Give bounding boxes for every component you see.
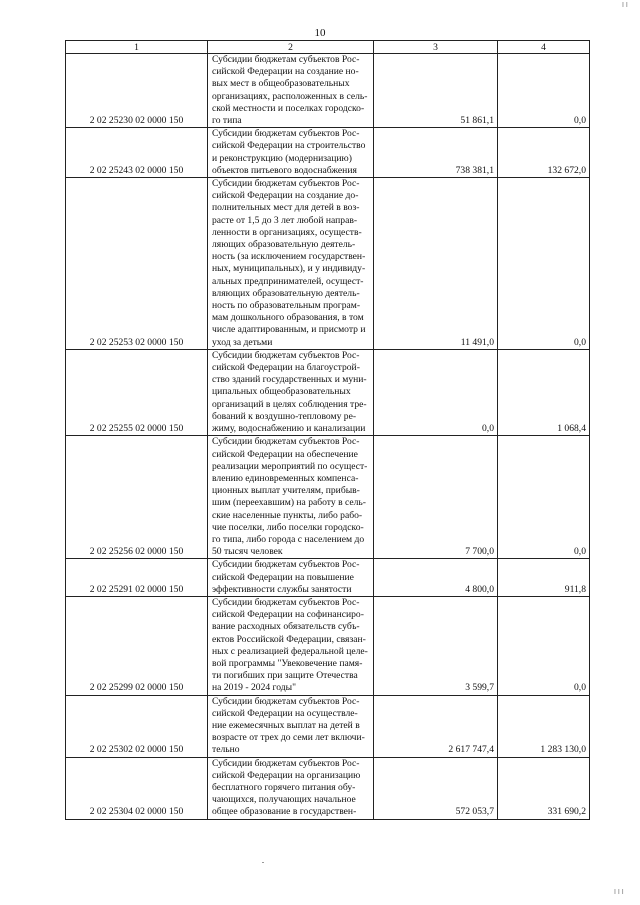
- description-line: Субсидии бюджетам субъектов Рос-: [212, 596, 360, 608]
- page-number: 10: [314, 27, 326, 39]
- description-line: мам дошкольного образования, в том: [212, 312, 364, 324]
- budget-code: 2 02 25255 02 0000 150: [66, 349, 208, 435]
- description-line: ность по образовательным програм-: [212, 300, 361, 312]
- description-line: Субсидии бюджетам субъектов Рос-: [212, 757, 360, 769]
- description-line: сийской Федерации на создание но-: [212, 66, 359, 78]
- scan-dot: [262, 862, 264, 863]
- corner-mark-top: I I: [622, 2, 628, 9]
- amount-col-3: 51 861,1: [374, 54, 498, 128]
- description-line: объектов питьевого водоснабжения: [212, 164, 357, 176]
- description-line: ские населенные пункты, либо рабо-: [212, 509, 363, 521]
- budget-code: 2 02 25230 02 0000 150: [66, 54, 208, 128]
- amount-col-3: 738 381,1: [374, 128, 498, 178]
- budget-code: 2 02 25243 02 0000 150: [66, 128, 208, 178]
- description-line: эффективности службы занятости: [212, 583, 352, 595]
- description-line: возрасте от трех до семи лет включи-: [212, 732, 365, 744]
- amount-col-4: 1 283 130,0: [498, 695, 590, 757]
- description-line: Субсидии бюджетам субъектов Рос-: [212, 436, 360, 448]
- header-col-4: 4: [498, 41, 590, 54]
- amount-col-4: 0,0: [498, 178, 590, 350]
- subsidy-description: [208, 128, 374, 178]
- amount-col-4: 911,8: [498, 559, 590, 597]
- description-line: ти погибших при защите Отечества: [212, 670, 358, 682]
- corner-mark-bottom: I I I: [614, 889, 624, 896]
- amount-col-4: 0,0: [498, 596, 590, 695]
- description-line: организаций в целях соблюдения тре-: [212, 398, 367, 410]
- description-line: ляющих образовательную деятель-: [212, 239, 356, 251]
- subsidy-description: [208, 559, 374, 597]
- description-line: вание расходных обязательств субъ-: [212, 621, 360, 633]
- description-line: 50 тысяч человек: [212, 546, 283, 558]
- amount-col-4: 0,0: [498, 54, 590, 128]
- description-line: сийской Федерации на обеспечение: [212, 448, 358, 460]
- description-line: расте от 1,5 до 3 лет любой направ-: [212, 214, 358, 226]
- budget-code: 2 02 25256 02 0000 150: [66, 436, 208, 559]
- description-line: Субсидии бюджетам субъектов Рос-: [212, 54, 360, 65]
- description-line: вых мест в общеобразовательных: [212, 78, 350, 90]
- amount-col-3: 572 053,7: [374, 757, 498, 819]
- description-line: сийской Федерации на создание до-: [212, 190, 359, 202]
- description-line: го типа, либо города с населением до: [212, 533, 365, 545]
- description-line: ние ежемесячных выплат на детей в: [212, 719, 360, 731]
- table-row: [66, 54, 590, 128]
- table-row: [66, 178, 590, 350]
- description-line: Субсидии бюджетам субъектов Рос-: [212, 178, 360, 190]
- description-line: шим (переехавшим) на работу в сель-: [212, 497, 366, 509]
- budget-code: 2 02 25291 02 0000 150: [66, 559, 208, 597]
- description-line: вой программы "Увековечение памя-: [212, 657, 363, 669]
- description-line: сийской Федерации на повышение: [212, 571, 354, 583]
- budget-code: 2 02 25253 02 0000 150: [66, 178, 208, 350]
- description-line: Субсидии бюджетам субъектов Рос-: [212, 349, 360, 361]
- description-line: Субсидии бюджетам субъектов Рос-: [212, 128, 360, 140]
- subsidy-description: [208, 596, 374, 695]
- description-line: ектов Российской Федерации, связан-: [212, 633, 366, 645]
- description-line: сийской Федерации на организацию: [212, 769, 361, 781]
- description-line: сийской Федерации на строительство: [212, 140, 366, 152]
- description-line: ской местности и поселках городско-: [212, 102, 365, 114]
- amount-col-3: 2 617 747,4: [374, 695, 498, 757]
- subsidy-description: [208, 178, 374, 350]
- description-line: бований к воздушно-тепловому ре-: [212, 410, 357, 422]
- table-row: [66, 128, 590, 178]
- description-line: на 2019 - 2024 годы": [212, 682, 297, 694]
- table-row: [66, 695, 590, 757]
- amount-col-3: 3 599,7: [374, 596, 498, 695]
- table-body: [66, 54, 590, 820]
- subsidy-description: [208, 436, 374, 559]
- subsidy-description: [208, 757, 374, 819]
- table-header: [66, 41, 590, 54]
- budget-code: 2 02 25299 02 0000 150: [66, 596, 208, 695]
- header-col-1: 1: [66, 41, 208, 54]
- description-line: Субсидии бюджетам субъектов Рос-: [212, 695, 360, 707]
- description-line: общее образование в государствен-: [212, 806, 357, 818]
- subsidy-description: [208, 695, 374, 757]
- description-line: организациях, расположенных в сель-: [212, 90, 368, 102]
- description-line: сийской Федерации на софинансиро-: [212, 609, 364, 621]
- description-line: бесплатного горячего питания обу-: [212, 781, 356, 793]
- description-line: реализации мероприятий по осущест-: [212, 460, 368, 472]
- header-col-2: 2: [208, 41, 374, 54]
- amount-col-3: 7 700,0: [374, 436, 498, 559]
- description-line: вляющих образовательную деятель-: [212, 287, 360, 299]
- description-line: ных с реализацией федеральной целе-: [212, 645, 368, 657]
- subsidy-description: [208, 54, 374, 128]
- amount-col-3: 4 800,0: [374, 559, 498, 597]
- description-line: жиму, водоснабжению и канализации: [212, 423, 366, 435]
- description-line: числе адаптированным, и присмотр и: [212, 324, 366, 336]
- table-row: [66, 559, 590, 597]
- description-line: чающихся, получающих начальное: [212, 794, 356, 806]
- description-line: ство зданий государственных и муни-: [212, 374, 367, 386]
- description-line: го типа: [212, 115, 242, 127]
- table-row: [66, 349, 590, 435]
- amount-col-4: 1 068,4: [498, 349, 590, 435]
- table-row: [66, 596, 590, 695]
- description-line: тельно: [212, 744, 240, 756]
- description-line: влению единовременных компенса-: [212, 472, 359, 484]
- header-row: [66, 41, 590, 54]
- amount-col-3: 11 491,0: [374, 178, 498, 350]
- header-col-3: 3: [374, 41, 498, 54]
- description-line: сийской Федерации на осуществле-: [212, 707, 358, 719]
- subsidy-description: [208, 349, 374, 435]
- description-line: ных, муниципальных), и у индивиду-: [212, 263, 366, 275]
- description-line: полнительных мест для детей в воз-: [212, 202, 360, 214]
- description-line: альных предпринимателей, осущест-: [212, 275, 364, 287]
- amount-col-4: 132 672,0: [498, 128, 590, 178]
- amount-col-3: 0,0: [374, 349, 498, 435]
- description-line: ционных выплат учителям, прибыв-: [212, 485, 360, 497]
- table-row: [66, 436, 590, 559]
- description-line: сийской Федерации на благоустрой-: [212, 362, 360, 374]
- description-line: и реконструкцию (модернизацию): [212, 152, 352, 164]
- budget-code: 2 02 25302 02 0000 150: [66, 695, 208, 757]
- description-line: Субсидии бюджетам субъектов Рос-: [212, 559, 360, 571]
- description-line: ленности в организациях, осуществ-: [212, 226, 362, 238]
- budget-code: 2 02 25304 02 0000 150: [66, 757, 208, 819]
- table-row: [66, 757, 590, 819]
- description-line: уход за детьми: [212, 336, 273, 348]
- amount-col-4: 0,0: [498, 436, 590, 559]
- amount-col-4: 331 690,2: [498, 757, 590, 819]
- description-line: ципальных общеобразовательных: [212, 386, 351, 398]
- description-line: ность (за исключением государствен-: [212, 251, 366, 263]
- budget-table: [65, 40, 590, 820]
- description-line: чие поселки, либо поселки городско-: [212, 521, 364, 533]
